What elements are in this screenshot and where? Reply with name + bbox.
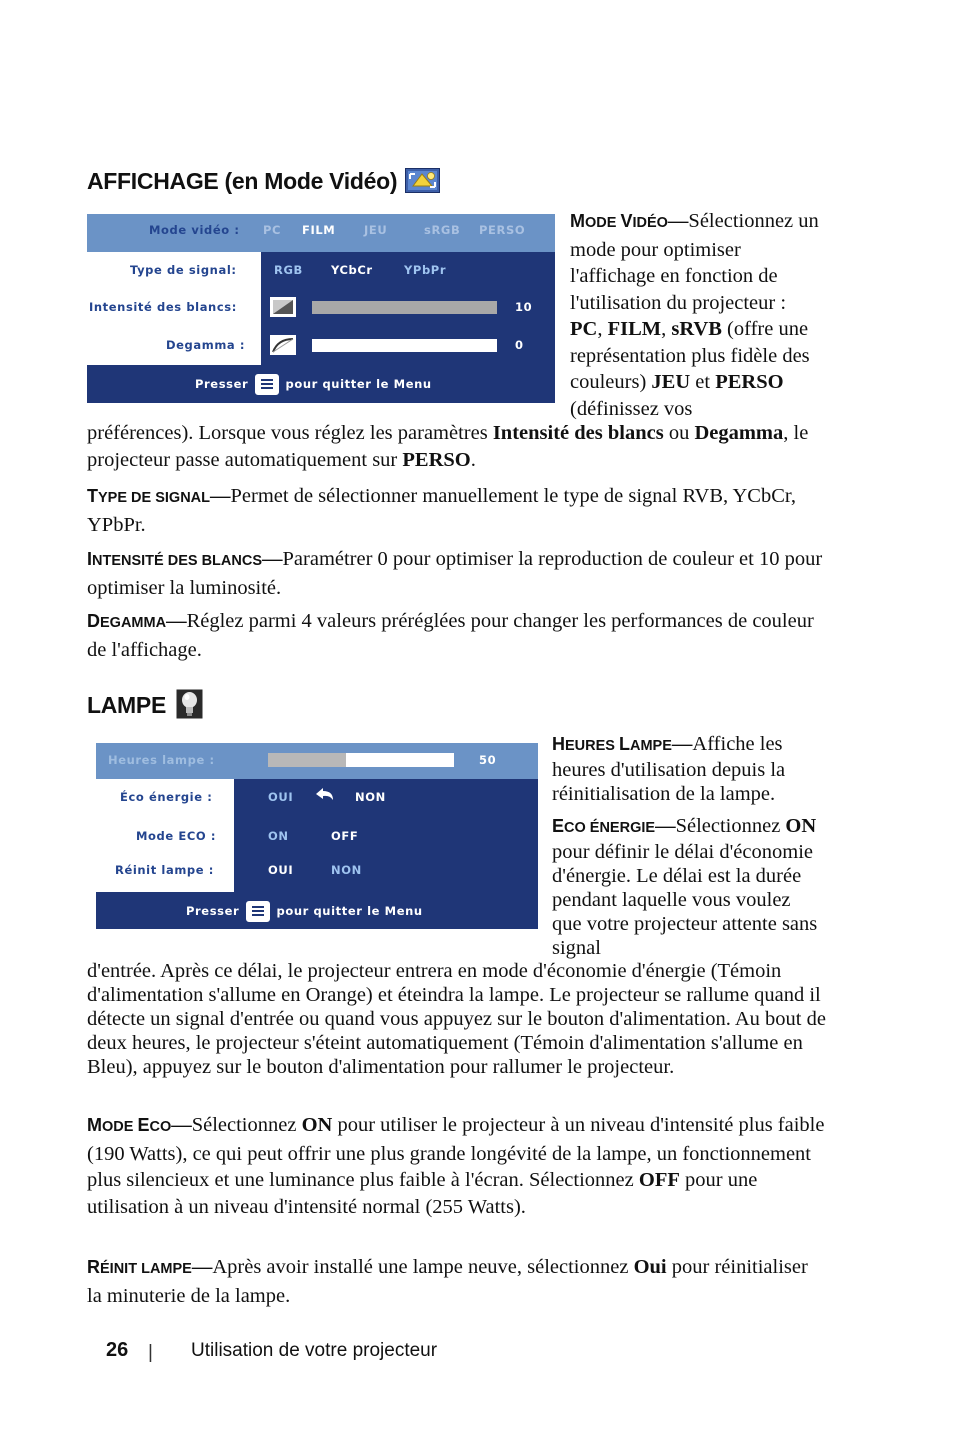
- osd-mode-label: Mode vidéo :: [149, 223, 240, 237]
- bold-perso: PERSO: [715, 371, 784, 393]
- osd-hours-label: Heures lampe :: [108, 753, 215, 767]
- heading-text: LAMPE: [87, 692, 167, 718]
- osd-reinit-label: Réinit lampe :: [115, 863, 214, 877]
- text-mode-eco-1: Sélectionnez: [191, 1114, 302, 1136]
- osd-degamma-value: 0: [515, 338, 524, 352]
- dash: —: [667, 210, 689, 232]
- text-intensite: Paramétrer 0 pour optimiser la reproduction de couleur et 10 pour optimiser la luminosité.: [87, 548, 823, 599]
- osd-menu-lampe: [96, 743, 538, 929]
- white-intensity-icon: [270, 297, 296, 317]
- text-heures-lampe: Affiche les heures d'utilisation depuis la réinitialisation de la lampe.: [552, 733, 786, 805]
- section-heading-lampe: [87, 689, 203, 725]
- footer-separator: |: [148, 1342, 153, 1363]
- dash: —: [671, 733, 693, 755]
- bold-on: ON: [785, 815, 817, 837]
- text-mode-video-4a: (définissez vos: [570, 397, 693, 420]
- footer-section-title: Utilisation de votre projecteur: [191, 1340, 438, 1361]
- term-eco-energie: ECO ÉNERGIE: [552, 816, 656, 836]
- osd-modeeco-on[interactable]: ON: [268, 829, 289, 843]
- osd-degamma-slider-fill: [312, 339, 497, 352]
- osd-hours-bar-fill: [268, 753, 346, 767]
- text-eco-1: Sélectionnez: [675, 815, 786, 837]
- term-mode-eco: MODE ECO: [87, 1115, 172, 1135]
- osd-white-value: 10: [515, 300, 533, 314]
- osd-eco-label: Éco énergie :: [120, 790, 213, 804]
- osd-mode-film[interactable]: FILM: [302, 223, 336, 237]
- lightbulb-icon: [176, 689, 203, 725]
- text-reinit-2: pour réinitialiser la minuterie de la lampe.: [87, 1256, 808, 1307]
- osd-footer: [186, 901, 423, 922]
- osd-degamma-slider[interactable]: [312, 339, 497, 352]
- paragraph-reinit-lampe: [87, 1254, 827, 1309]
- dash: —: [210, 485, 231, 507]
- dash: —: [191, 1256, 213, 1278]
- return-arrow-icon: [314, 786, 336, 807]
- term-degamma: DEGAMMA: [87, 611, 167, 631]
- term-type-signal: TYPE DE SIGNAL: [87, 486, 210, 506]
- paragraph-mode-eco: [87, 1112, 827, 1220]
- osd-degamma-label: Degamma :: [166, 338, 246, 352]
- bold-oui: Oui: [633, 1256, 667, 1278]
- dash: —: [171, 1114, 192, 1136]
- period: .: [470, 448, 476, 471]
- text-mode-video-4: préférences). Lorsque vous réglez les paramètres: [87, 422, 493, 444]
- osd-footer-post: pour quitter le Menu: [285, 377, 432, 391]
- paragraph-degamma: [87, 608, 827, 663]
- section-heading-affichage: [87, 168, 440, 199]
- dash: —: [262, 548, 283, 570]
- paragraph-mode-video-top: [570, 208, 822, 422]
- osd-reinit-oui[interactable]: OUI: [268, 863, 294, 877]
- term-heures-lampe: HEURES LAMPE: [552, 734, 672, 754]
- text-mode-video-1: Sélectionnez un mode pour optimiser l'affichage en fonction de l'utilisation du projecteur :: [570, 210, 819, 314]
- osd-signal-ycbcr[interactable]: YCbCr: [331, 263, 373, 277]
- display-settings-icon: [405, 168, 440, 199]
- osd-mode-pc[interactable]: PC: [263, 223, 282, 237]
- text-degamma: Réglez parmi 4 valeurs préréglées pour changer les performances de couleur de l'affichage.: [87, 610, 814, 661]
- paragraph-eco-energie-bottom: [87, 959, 827, 1079]
- text-eco-2a: pour définir le délai d'économie d'énergie. Le délai est la durée pendant laquelle vous voulez que votre projecteur attente sans signal: [552, 841, 818, 959]
- text-reinit-1: Après avoir installé une lampe neuve, sélectionnez: [212, 1256, 634, 1278]
- osd-modeeco-label: Mode ECO :: [136, 829, 217, 843]
- osd-menu-affichage: [87, 214, 555, 403]
- dash: —: [655, 815, 676, 837]
- osd-white-slider-fill: [312, 301, 497, 314]
- osd-white-label: Intensité des blancs:: [89, 300, 237, 314]
- bold-off: OFF: [638, 1169, 680, 1191]
- menu-button-icon: [255, 374, 279, 395]
- text-mode-video-6: , le projecteur passe automatiquement sur: [87, 422, 809, 471]
- paragraph-type-signal: [87, 483, 827, 538]
- bold-on: ON: [301, 1114, 333, 1136]
- bold-pc: PC: [570, 318, 598, 340]
- menu-button-icon: [246, 901, 270, 922]
- osd-footer: [195, 374, 432, 395]
- degamma-icon: [270, 335, 296, 355]
- osd-mode-perso[interactable]: PERSO: [479, 223, 526, 237]
- osd-hours-value: 50: [479, 753, 497, 767]
- osd-eco-oui[interactable]: OUI: [268, 790, 294, 804]
- osd-signal-ypbpr[interactable]: YPbPr: [404, 263, 447, 277]
- term-intensite: INTENSITÉ DES BLANCS: [87, 549, 263, 569]
- term-mode-video: MODE VIDÉO: [570, 211, 668, 231]
- osd-signal-rgb[interactable]: RGB: [274, 263, 303, 277]
- osd-footer-pre: Presser: [195, 377, 249, 391]
- bold-intensite: Intensité des blancs: [492, 422, 664, 444]
- comma: ,: [661, 318, 672, 340]
- paragraph-mode-video-bottom: [87, 420, 827, 473]
- bold-perso: PERSO: [402, 448, 471, 471]
- bold-film: FILM: [607, 318, 662, 340]
- osd-mode-jeu[interactable]: JEU: [364, 223, 388, 237]
- osd-reinit-non[interactable]: NON: [331, 863, 362, 877]
- paragraph-heures-lampe: [552, 732, 824, 806]
- osd-hours-bar: [268, 753, 454, 767]
- text-mode-eco-3: pour une utilisation à un niveau d'intensité normal (255 Watts).: [87, 1169, 758, 1218]
- osd-footer-post: pour quitter le Menu: [276, 904, 423, 918]
- osd-modeeco-off[interactable]: OFF: [331, 829, 359, 843]
- paragraph-intensite: [87, 546, 827, 601]
- text-type-signal: Permet de sélectionner manuellement le type de signal RVB, YCbCr, YPbPr.: [87, 485, 797, 536]
- osd-white-slider[interactable]: [312, 301, 497, 314]
- osd-eco-non[interactable]: NON: [355, 790, 386, 804]
- paragraph-eco-energie-top: [552, 814, 824, 960]
- osd-mode-srgb[interactable]: sRGB: [424, 223, 461, 237]
- text-mode-eco-2: pour utiliser le projecteur à un niveau d'intensité plus faible (190 Watts), ce qui peut offrir une plus grande longévité de la lampe, un fonctionnement plus silencieux et une luminance plus faible à l'écran. Sélectionnez: [87, 1114, 825, 1191]
- bold-degamma: Degamma: [694, 422, 784, 444]
- text-eco-2b: d'entrée. Après ce délai, le projecteur entrera en mode d'économie d'énergie (Témoin d'alimentation s'allume en Orange) et éteindra la lampe. Le projecteur se rallume quand il détecte un signal d'entrée ou quand vous appuyez sur le bouton d'alimentation. Au bout de deux heures, le projecteur s'éteint automatiquement (Témoin d'alimentation s'allume en Bleu), appuyez sur le bouton d'alimentation pour rallumer le projecteur.: [87, 960, 826, 1078]
- text-mode-video-5: ou: [663, 422, 695, 444]
- text-mode-video-2: (offre une représentation plus fidèle des couleurs): [570, 318, 810, 393]
- term-reinit-lampe: RÉINIT LAMPE: [87, 1257, 192, 1277]
- bold-jeu: JEU: [651, 371, 691, 393]
- osd-footer-pre: Presser: [186, 904, 240, 918]
- osd-signal-label: Type de signal:: [130, 263, 237, 277]
- dash: —: [166, 610, 187, 632]
- heading-text: AFFICHAGE (en Mode Vidéo): [87, 168, 398, 194]
- text-mode-video-3: et: [690, 371, 716, 393]
- comma: ,: [597, 318, 608, 340]
- bold-srvb: sRVB: [671, 318, 722, 340]
- page-number: 26: [106, 1339, 129, 1361]
